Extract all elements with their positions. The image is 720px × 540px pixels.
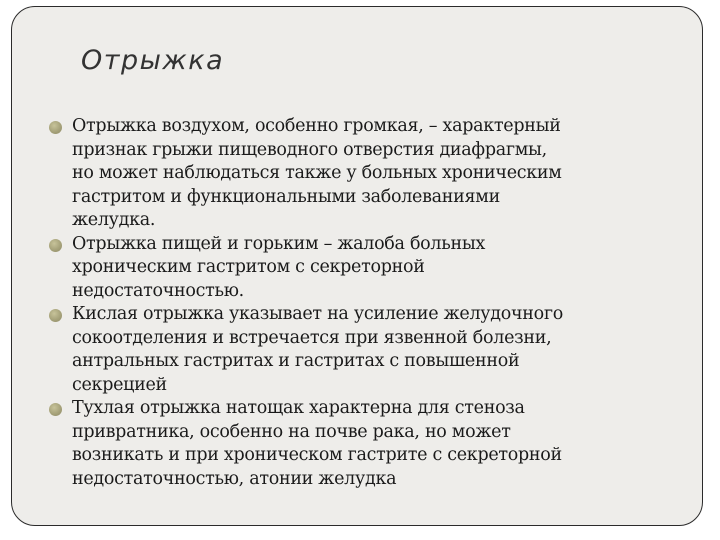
bullet-dot-icon [49,121,62,134]
bullet-list [48,115,688,491]
bullet-line: сокоотделения и встречается при язвенной болезни, [72,327,552,348]
bullet-line: Кислая отрыжка указывает на усиление желудочного [72,304,563,324]
bullet-dot-icon [49,403,62,416]
bullet-line: признак грыжи пищеводного отверстия диафрагмы, [72,139,547,160]
slide [11,6,703,526]
bullet-line: возникать и при хроническом гастрите с секреторной [72,445,562,465]
bullet-line: недостаточностью, атонии желудка [72,468,397,489]
bullet-line: антральных гастритах и гастритах с повышенной [72,351,520,371]
slide-title: Отрыжка [81,45,225,76]
bullet-line: но может наблюдаться также у больных хроническим [72,163,562,183]
bullet-line: Отрыжка воздухом, особенно громкая, – характерный [72,116,561,136]
bullet-line: недостаточностью. [72,280,244,301]
bullet-line: хроническим гастритом с секреторной [72,257,425,277]
bullet-item [48,397,688,491]
bullet-dot-icon [49,239,62,252]
bullet-line: желудка. [72,210,156,230]
bullet-line: секрецией [72,374,167,395]
bullet-line: Отрыжка пищей и горьким – жалоба больных [72,233,486,254]
bullet-item [48,233,688,304]
bullet-line: гастритом и функциональными заболеваниями [72,186,500,207]
bullet-line: Тухлая отрыжка натощак характерна для стеноза [72,398,525,418]
bullet-item [48,303,688,397]
bullet-dot-icon [49,309,62,322]
bullet-item [48,115,688,233]
bullet-line: привратника, особенно на почве рака, но может [72,421,511,442]
